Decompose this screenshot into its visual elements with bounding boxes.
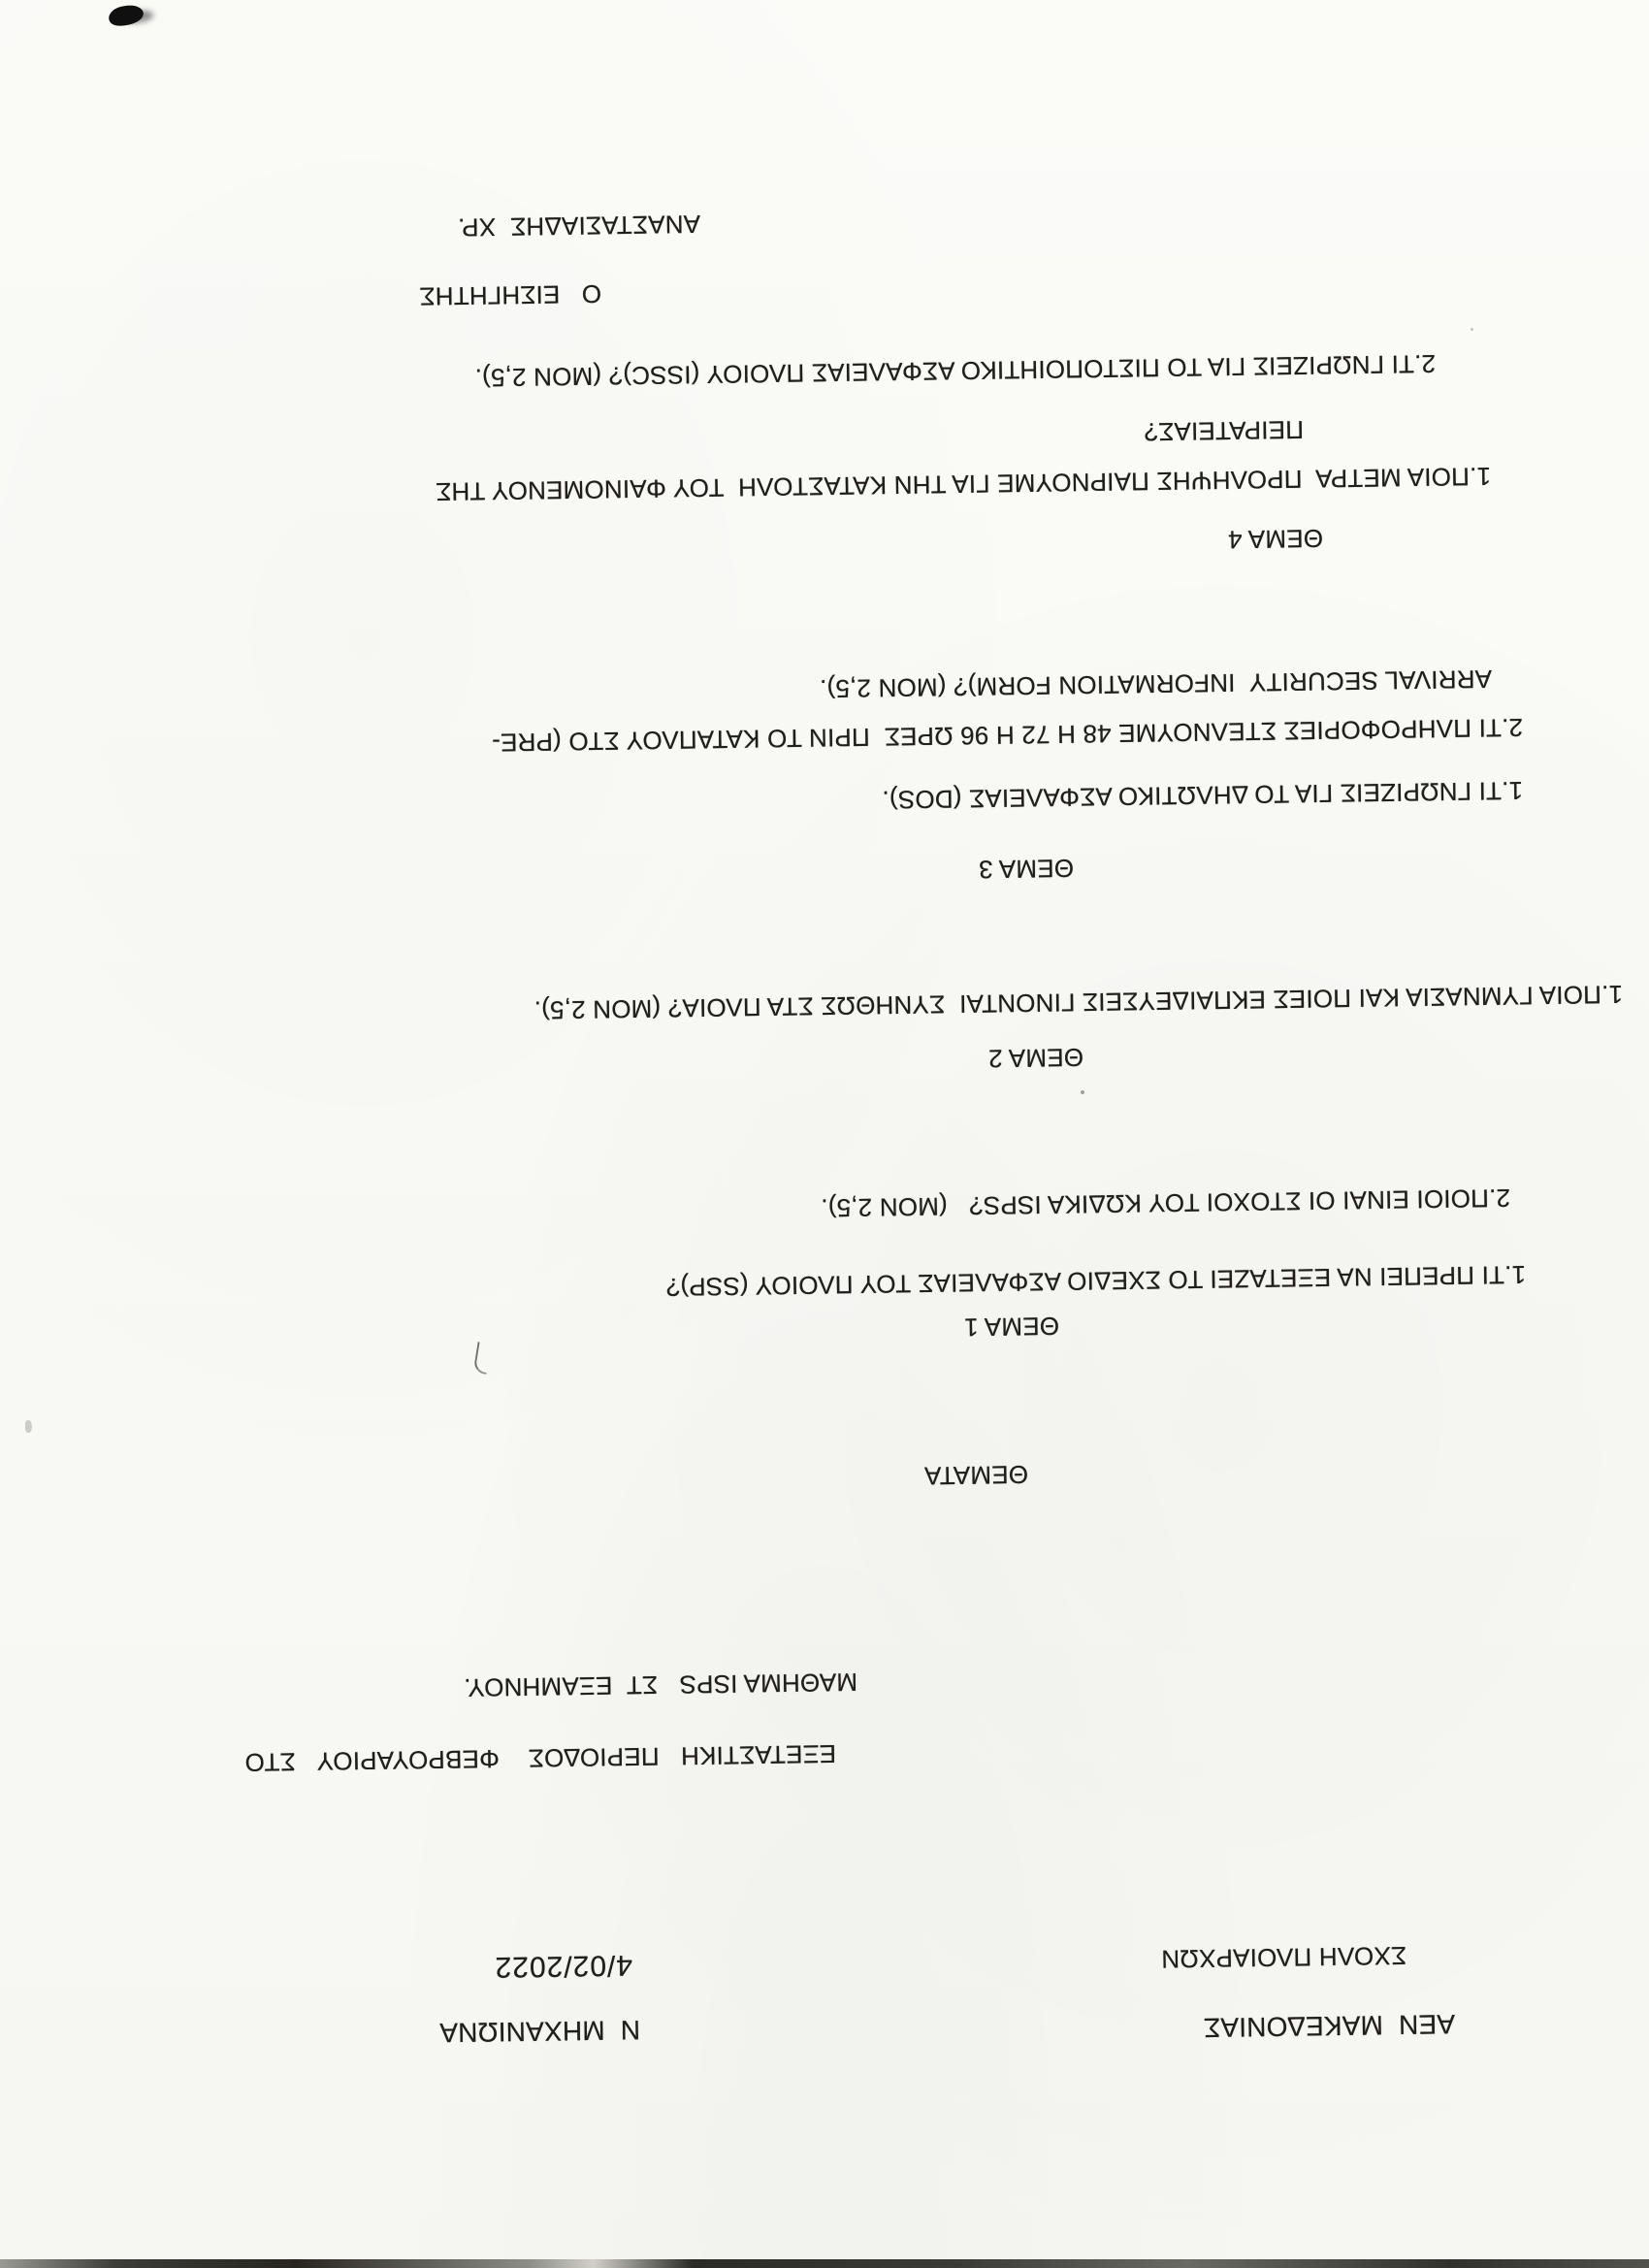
exam-date: 4/02/2022 <box>494 1949 633 1984</box>
theme2-question1: 1.ΠΟΙΑ ΓΥΜΝΑΣΙΑ ΚΑΙ ΠΟΙΕΣ ΕΚΠΑΙΔΕΥΣΕΙΣ ΓΙΝΟΝΤΑΙ ΣΥΝΗΘΩΣ ΣΤΑ ΠΛΟΙΑ? (ΜΟΝ 2,5). <box>534 980 1624 1025</box>
theme2-heading: ΘΕΜΑ 2 <box>987 1043 1084 1074</box>
themes-heading: ΘΕΜΑΤΑ <box>923 1460 1029 1491</box>
theme4-question2: 2.ΤΙ ΓΝΩΡΙΖΕΙΣ ΓΙΑ ΤΟ ΠΙΣΤΟΠΟΙΗΤΙΚΟ ΑΣΦΑΛΕΙΑΣ ΠΛΟΙΟΥ (ISSC)? (ΜΟΝ 2,5). <box>474 349 1437 393</box>
examiner-name: ΑΝΑΣΤΑΣΙΑΔΗΣ ΧΡ. <box>457 210 701 243</box>
scan-speck <box>1081 1090 1084 1094</box>
theme3-question2-line2: ARRIVAL SECURITY INFORMATION FORM)? (ΜΟΝ 2,5). <box>819 664 1493 704</box>
course-title: ΜΑΘΗΜΑ ISPS ΣΤ ΕΞΑΜΗΝΟΥ. <box>463 1668 858 1703</box>
scanner-edge-strip <box>0 2259 1649 2268</box>
theme1-question1: 1.ΤΙ ΠΡΕΠΕΙ ΝΑ ΕΞΕΤΑΖΕΙ ΤΟ ΣΧΕΔΙΟ ΑΣΦΑΛΕΙΑΣ ΤΟΥ ΠΛΟΙΟΥ (SSP)? <box>665 1260 1527 1303</box>
theme4-question1-line2: ΠΕΙΡΑΤΕΙΑΣ? <box>1144 415 1305 447</box>
scan-speck <box>1471 328 1473 331</box>
location-name: Ν ΜΗΧΑΝΙΩΝΑ <box>438 2015 641 2049</box>
school-name: ΣΧΟΛΗ ΠΛΟΙΑΡΧΩΝ <box>1160 1941 1407 1974</box>
exam-period-title: ΕΞΕΤΑΣΤΙΚΗ ΠΕΡΙΟΔΟΣ ΦΕΒΡΟΥΑΡΙΟΥ ΣΤΟ <box>244 1739 837 1778</box>
scan-speck <box>25 1420 32 1433</box>
academy-name: ΑΕΝ ΜΑΚΕΔΟΝΙΑΣ <box>1203 2009 1456 2043</box>
theme4-heading: ΘΕΜΑ 4 <box>1227 524 1324 555</box>
theme1-question2: 2.ΠΟΙΟΙ ΕΙΝΑΙ ΟΙ ΣΤΟΧΟΙ ΤΟΥ ΚΩΔΙΚΑ ISPS? (ΜΟΝ 2,5). <box>820 1183 1511 1223</box>
theme3-heading: ΘΕΜΑ 3 <box>978 854 1075 885</box>
theme1-heading: ΘΕΜΑ 1 <box>963 1312 1060 1343</box>
examiner-label: Ο ΕΙΣΗΓΗΤΗΣ <box>419 279 602 311</box>
theme3-question1: 1.ΤΙ ΓΝΩΡΙΖΕΙΣ ΓΙΑ ΤΟ ΔΗΛΩΤΙΚΟ ΑΣΦΑΛΕΙΑΣ (DOS). <box>882 776 1524 815</box>
theme4-question1-line1: 1.ΠΟΙΑ ΜΕΤΡΑ ΠΡΟΛΗΨΗΣ ΠΑΙΡΝΟΥΜΕ ΓΙΑ ΤΗΝ ΚΑΤΑΣΤΟΛΗ ΤΟΥ ΦΑΙΝΟΜΕΝΟΥ ΤΗΣ <box>435 462 1492 507</box>
theme3-question2-line1: 2.ΤΙ ΠΛΗΡΟΦΟΡΙΕΣ ΣΤΕΛΝΟΥΜΕ 48 Η 72 Η 96 ΩΡΕΣ ΠΡΙΝ ΤΟ ΚΑΤΑΠΛΟΥ ΣΤΟ (PRE- <box>491 713 1524 758</box>
